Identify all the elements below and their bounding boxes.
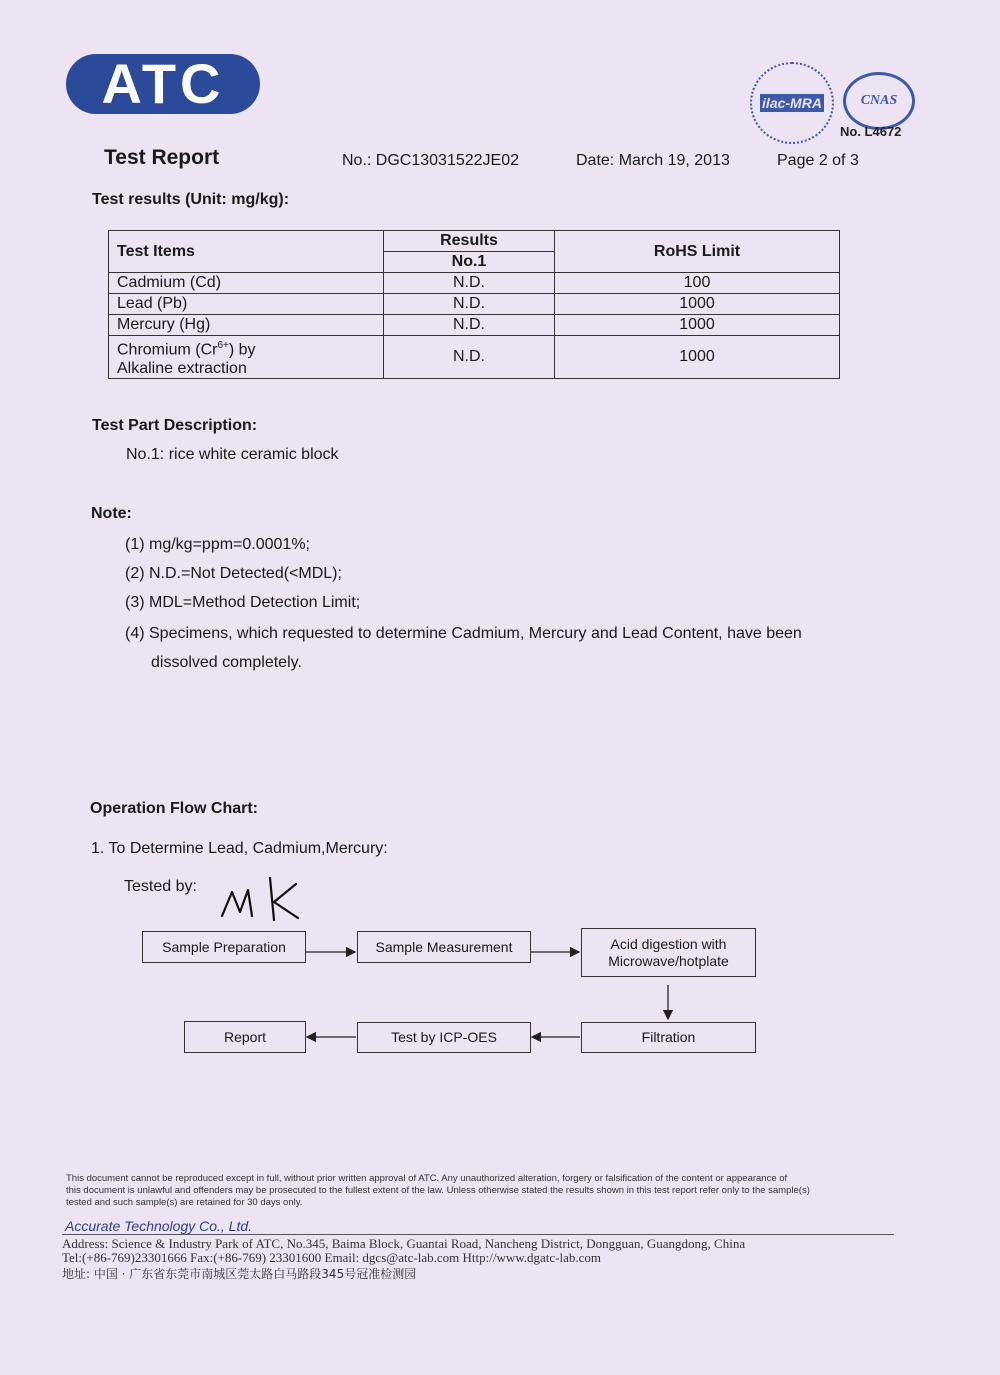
row-item: Lead (Pb) [109, 294, 384, 315]
ilac-mra-seal: ilac-MRA [750, 62, 834, 144]
row-limit: 100 [555, 273, 840, 294]
tested-by-label: Tested by: [124, 878, 197, 895]
flow-box-acid-digestion: Acid digestion with Microwave/hotplate [581, 928, 756, 977]
note-item: (1) mg/kg=ppm=0.0001%; [125, 536, 310, 553]
flow-box-report: Report [184, 1021, 306, 1053]
col-header-items: Test Items [109, 231, 384, 273]
atc-logo: ATC [66, 54, 260, 114]
report-date: Date: March 19, 2013 [576, 152, 730, 169]
flow-subheading: 1. To Determine Lead, Cadmium,Mercury: [91, 840, 388, 857]
flow-box-filtration: Filtration [581, 1022, 756, 1053]
col-header-no1: No.1 [384, 252, 555, 273]
page-title: Test Report [104, 146, 220, 169]
row-result: N.D. [384, 294, 555, 315]
col-header-results: Results [384, 231, 555, 252]
results-heading: Test results (Unit: mg/kg): [92, 191, 290, 208]
page-indicator: Page 2 of 3 [777, 152, 859, 169]
note-heading: Note: [91, 505, 132, 522]
report-number: No.: DGC13031522JE02 [342, 152, 519, 169]
row-result: N.D. [384, 273, 555, 294]
row-item: Chromium $(Cr^{6+})$ by Alkaline extraction [109, 336, 384, 379]
part-description: No.1: rice white ceramic block [126, 446, 339, 463]
note-item: dissolved completely. [151, 654, 302, 671]
note-item: (4) Specimens, which requested to determine Cadmium, Mercury and Lead Content, have been [125, 625, 802, 642]
note-item: (3) MDL=Method Detection Limit; [125, 594, 361, 611]
row-limit: 1000 [555, 294, 840, 315]
row-limit: 1000 [555, 336, 840, 379]
row-item: Mercury (Hg) [109, 315, 384, 336]
company-name: Accurate Technology Co., Ltd. [65, 1218, 253, 1234]
disclaimer: This document cannot be reproduced except in full, without prior written approval of ATC. Any unauthorized alteration, forgery or falsification of the content or appearance of this document is unlawful and offenders may be prosecuted to the fullest extent of the law. Unless otherwise stated the results shown in this test report refer only to the sample(s) tested and such sample(s) are retained for 30 days only. [66, 1173, 810, 1208]
part-heading: Test Part Description: [92, 417, 258, 434]
row-result: N.D. [384, 336, 555, 379]
company-contact: Tel:(+86-769)23301666 Fax:(+86-769) 23301600 Email: dgcs@atc-lab.com Http://www.dgatc-lab.com [62, 1250, 601, 1265]
flow-box-sample-measurement: Sample Measurement [357, 931, 531, 963]
row-result: N.D. [384, 315, 555, 336]
note-item: (2) N.D.=Not Detected(<MDL); [125, 565, 342, 582]
company-address-cn: 地址: 中国 · 广东省东莞市南城区莞太路白马路段345号冠准检测园 [62, 1267, 417, 1281]
row-item: Cadmium (Cd) [109, 273, 384, 294]
flow-box-icp-oes: Test by ICP-OES [357, 1022, 531, 1053]
company-address: Address: Science & Industry Park of ATC, No.345, Baima Block, Guantai Road, Nancheng District, Dongguan, Guangdong, China [62, 1236, 746, 1251]
flow-box-sample-preparation: Sample Preparation [142, 931, 306, 963]
cnas-number: No. L4672 [840, 124, 902, 139]
col-header-limit: RoHS Limit [555, 231, 840, 273]
footer-divider [62, 1234, 894, 1235]
row-limit: 1000 [555, 315, 840, 336]
cnas-seal: CNAS [843, 72, 915, 130]
flow-heading: Operation Flow Chart: [90, 800, 258, 817]
